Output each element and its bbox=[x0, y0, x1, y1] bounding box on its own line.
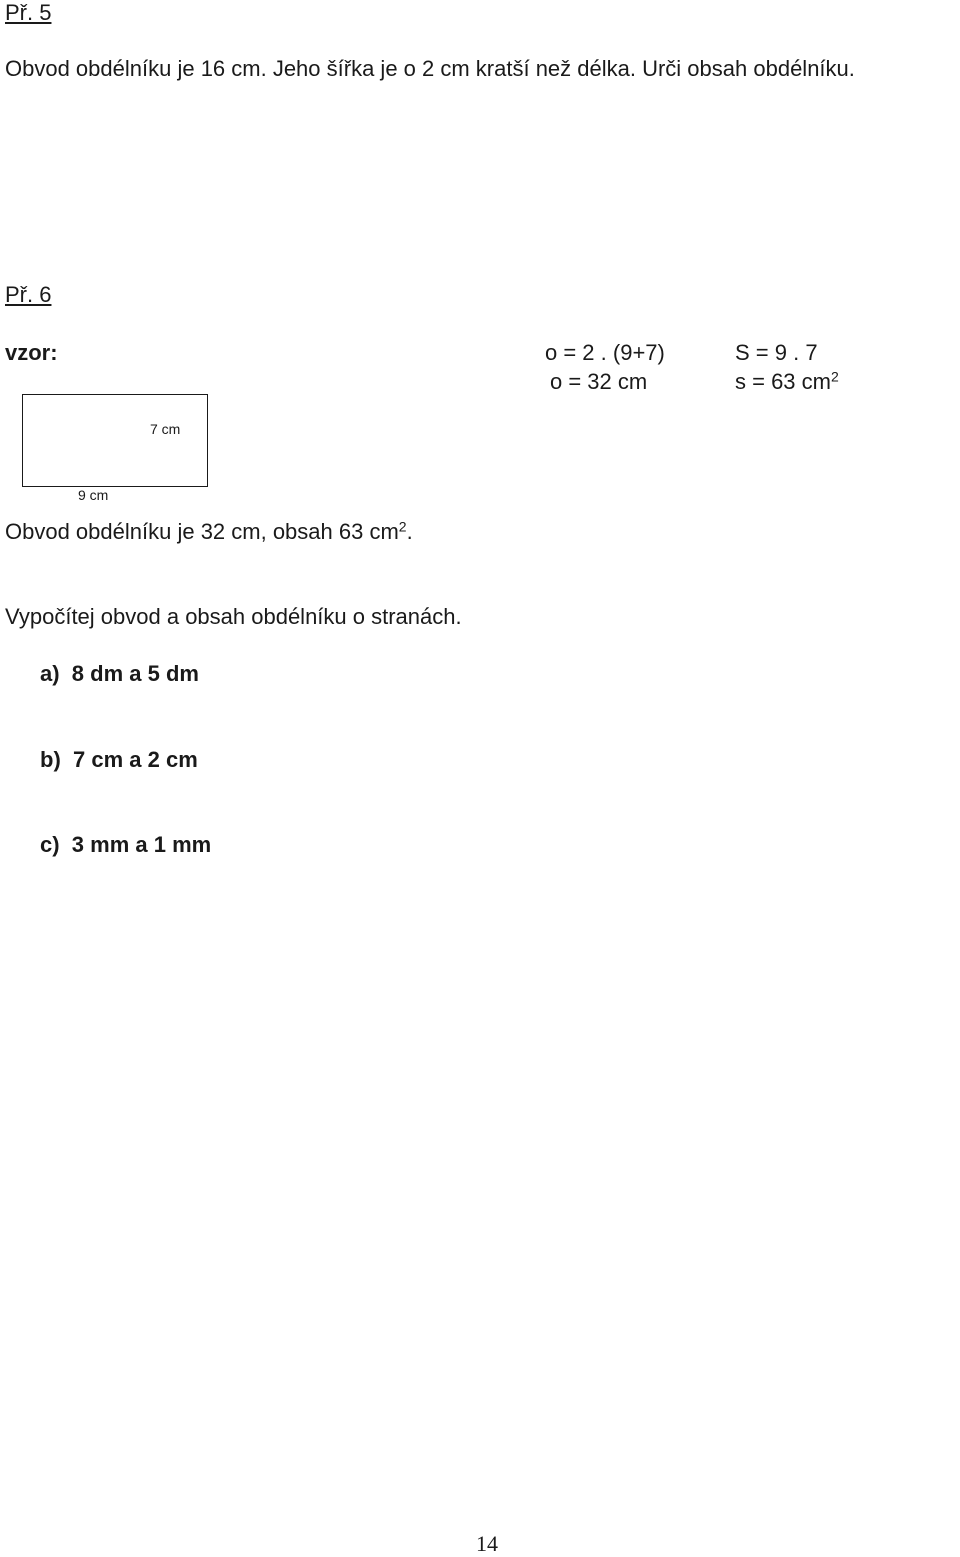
area-result: s = 63 $cm^2$ bbox=[735, 368, 839, 394]
task-item-a bbox=[40, 661, 199, 687]
rectangle-bottom-label: 9 cm bbox=[78, 487, 109, 503]
rectangle-side-label: 7 cm bbox=[150, 421, 181, 437]
ex5-problem-text: Obvod obdélníku je 16 cm. Jeho šířka je o 2 cm kratší než délka. Urči obsah obdélníku. bbox=[5, 56, 855, 81]
item-text: 8 dm a 5 dm bbox=[71, 661, 199, 686]
task-instruction: Vypočítej obvod a obsah obdélníku o stranách. bbox=[5, 604, 462, 629]
vzor-label: vzor: bbox=[5, 340, 58, 365]
example-conclusion: Obvod obdélníku je 32 cm, obsah 63 $cm^2$. bbox=[5, 518, 413, 544]
item-text: 3 mm a 1 mm bbox=[71, 832, 212, 857]
item-marker: b) bbox=[40, 747, 61, 772]
perimeter-result: o = 32 cm bbox=[550, 369, 648, 394]
item-marker: a) bbox=[40, 661, 60, 686]
page-number: 14 bbox=[476, 1531, 498, 1556]
task-item-c bbox=[40, 832, 211, 858]
ex5-heading: Př. 5 bbox=[5, 0, 52, 25]
ex6-heading: Př. 6 bbox=[5, 282, 52, 307]
item-text: 7 cm a 2 cm bbox=[73, 747, 198, 772]
rectangle-diagram bbox=[22, 394, 208, 487]
area-formula: S = 9 . 7 bbox=[735, 340, 818, 365]
perimeter-formula: o = 2 . (9+7) bbox=[545, 340, 665, 365]
task-item-b bbox=[40, 747, 198, 773]
item-marker: c) bbox=[40, 832, 60, 857]
